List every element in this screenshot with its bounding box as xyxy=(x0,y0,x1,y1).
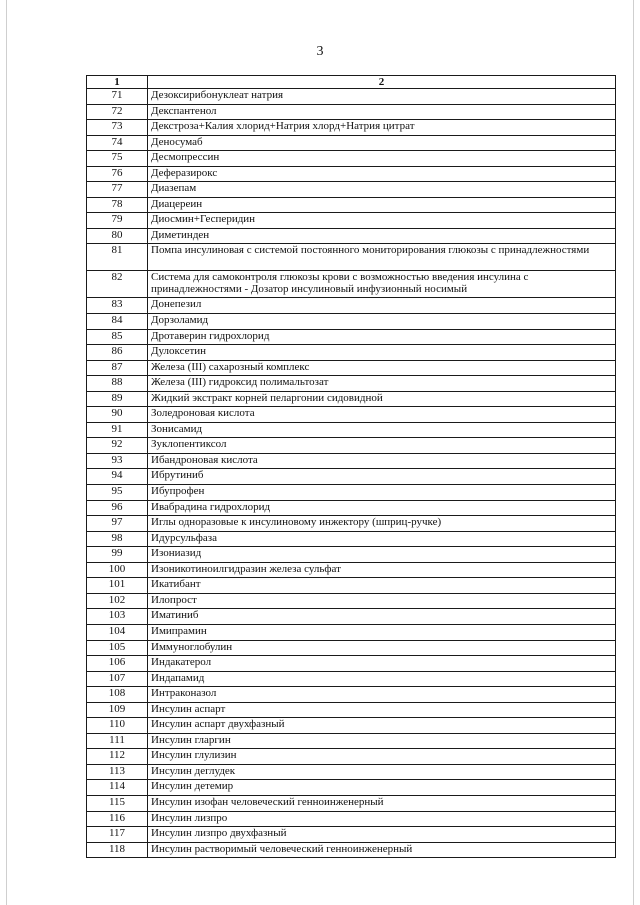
table-row xyxy=(87,166,616,182)
table-row xyxy=(87,531,616,547)
table-row xyxy=(87,718,616,734)
table-row xyxy=(87,749,616,765)
drug-name: Дезоксирибонуклеат натрия xyxy=(148,89,616,105)
drug-name: Инсулин детемир xyxy=(148,780,616,796)
table-row xyxy=(87,407,616,423)
row-number: 79 xyxy=(87,213,148,229)
row-number: 104 xyxy=(87,624,148,640)
row-number: 90 xyxy=(87,407,148,423)
table-row xyxy=(87,827,616,843)
drug-name: Десмопрессин xyxy=(148,151,616,167)
row-number: 118 xyxy=(87,842,148,858)
row-number: 99 xyxy=(87,547,148,563)
table-row xyxy=(87,329,616,345)
drug-name: Дротаверин гидрохлорид xyxy=(148,329,616,345)
row-number: 117 xyxy=(87,827,148,843)
drug-name: Имипрамин xyxy=(148,624,616,640)
drug-name: Диосмин+Гесперидин xyxy=(148,213,616,229)
table-row xyxy=(87,182,616,198)
table-row xyxy=(87,120,616,136)
drug-name: Система для самоконтроля глюкозы крови с возможностью введения инсулина с принадлежностями - Дозатор инсулиновый инфузионный носимый xyxy=(148,271,616,298)
table-row xyxy=(87,656,616,672)
row-number: 114 xyxy=(87,780,148,796)
page-edge-left xyxy=(6,0,7,905)
table-row xyxy=(87,422,616,438)
row-number: 111 xyxy=(87,733,148,749)
row-number: 74 xyxy=(87,135,148,151)
row-number: 81 xyxy=(87,244,148,271)
drug-name: Дорзоламид xyxy=(148,314,616,330)
drug-name: Зуклопентиксол xyxy=(148,438,616,454)
drug-name: Декспантенол xyxy=(148,104,616,120)
row-number: 108 xyxy=(87,687,148,703)
table-row xyxy=(87,764,616,780)
table-row xyxy=(87,228,616,244)
drug-name: Помпа инсулиновая с системой постоянного мониторирования глюкозы с принадлежностями xyxy=(148,244,616,271)
table-row xyxy=(87,213,616,229)
drug-name: Деносумаб xyxy=(148,135,616,151)
row-number: 102 xyxy=(87,593,148,609)
table-header-row xyxy=(87,76,616,89)
table-row xyxy=(87,151,616,167)
row-number: 92 xyxy=(87,438,148,454)
table-row xyxy=(87,345,616,361)
table-row xyxy=(87,562,616,578)
table-row xyxy=(87,733,616,749)
table-row xyxy=(87,453,616,469)
drug-name: Интраконазол xyxy=(148,687,616,703)
table-row xyxy=(87,842,616,858)
table-row xyxy=(87,640,616,656)
row-number: 96 xyxy=(87,500,148,516)
drug-name: Диацереин xyxy=(148,197,616,213)
column-header-number: 1 xyxy=(87,76,148,89)
row-number: 107 xyxy=(87,671,148,687)
row-number: 101 xyxy=(87,578,148,594)
drug-name: Инсулин деглудек xyxy=(148,764,616,780)
row-number: 112 xyxy=(87,749,148,765)
table-row xyxy=(87,360,616,376)
page-number: 3 xyxy=(316,44,324,59)
drug-name: Инсулин аспарт двухфазный xyxy=(148,718,616,734)
row-number: 89 xyxy=(87,391,148,407)
drug-name: Ибрутиниб xyxy=(148,469,616,485)
drug-name: Иматиниб xyxy=(148,609,616,625)
row-number: 85 xyxy=(87,329,148,345)
row-number: 78 xyxy=(87,197,148,213)
row-number: 94 xyxy=(87,469,148,485)
row-number: 82 xyxy=(87,271,148,298)
row-number: 80 xyxy=(87,228,148,244)
row-number: 97 xyxy=(87,516,148,532)
column-header-name: 2 xyxy=(148,76,616,89)
table-row xyxy=(87,780,616,796)
table-row xyxy=(87,104,616,120)
table-body xyxy=(87,89,616,858)
drug-name: Изониазид xyxy=(148,547,616,563)
table-row xyxy=(87,811,616,827)
row-number: 87 xyxy=(87,360,148,376)
row-number: 71 xyxy=(87,89,148,105)
row-number: 75 xyxy=(87,151,148,167)
drug-name: Зонисамид xyxy=(148,422,616,438)
table-row xyxy=(87,593,616,609)
table-row xyxy=(87,671,616,687)
row-number: 95 xyxy=(87,485,148,501)
row-number: 98 xyxy=(87,531,148,547)
drug-name: Донепезил xyxy=(148,298,616,314)
table-row xyxy=(87,89,616,105)
drug-name: Инсулин аспарт xyxy=(148,702,616,718)
table-row xyxy=(87,391,616,407)
table-row xyxy=(87,485,616,501)
drug-name: Иммуноглобулин xyxy=(148,640,616,656)
drug-name: Инсулин лизпро двухфазный xyxy=(148,827,616,843)
drug-name: Инсулин растворимый человеческий генноинженерный xyxy=(148,842,616,858)
table-row xyxy=(87,702,616,718)
table-row xyxy=(87,469,616,485)
drug-name: Дулоксетин xyxy=(148,345,616,361)
table-row xyxy=(87,314,616,330)
drug-name: Изоникотиноилгидразин железа сульфат xyxy=(148,562,616,578)
row-number: 116 xyxy=(87,811,148,827)
row-number: 115 xyxy=(87,795,148,811)
table-row xyxy=(87,135,616,151)
drug-name: Идурсульфаза xyxy=(148,531,616,547)
drug-name: Инсулин изофан человеческий генноинженерный xyxy=(148,795,616,811)
table-row xyxy=(87,244,616,271)
page-edge-right xyxy=(633,0,634,905)
drug-name: Икатибант xyxy=(148,578,616,594)
table-row xyxy=(87,609,616,625)
row-number: 103 xyxy=(87,609,148,625)
drug-name: Индакатерол xyxy=(148,656,616,672)
drug-name: Жидкий экстракт корней пеларгонии сидовидной xyxy=(148,391,616,407)
row-number: 105 xyxy=(87,640,148,656)
table-row xyxy=(87,578,616,594)
table-row xyxy=(87,271,616,298)
drug-name: Ивабрадина гидрохлорид xyxy=(148,500,616,516)
table-row xyxy=(87,547,616,563)
table-row xyxy=(87,438,616,454)
row-number: 84 xyxy=(87,314,148,330)
drug-name: Индапамид xyxy=(148,671,616,687)
row-number: 91 xyxy=(87,422,148,438)
table-row xyxy=(87,500,616,516)
drug-name: Диазепам xyxy=(148,182,616,198)
drug-name: Железа (III) сахарозный комплекс xyxy=(148,360,616,376)
row-number: 73 xyxy=(87,120,148,136)
drug-name: Декстроза+Калия хлорид+Натрия хлорд+Натрия цитрат xyxy=(148,120,616,136)
drug-name: Илопрост xyxy=(148,593,616,609)
table-row xyxy=(87,298,616,314)
row-number: 77 xyxy=(87,182,148,198)
drug-name: Деферазирокс xyxy=(148,166,616,182)
drug-name: Иглы одноразовые к инсулиновому инжектору (шприц-ручке) xyxy=(148,516,616,532)
table-row xyxy=(87,376,616,392)
row-number: 110 xyxy=(87,718,148,734)
drug-name: Ибандроновая кислота xyxy=(148,453,616,469)
drug-name: Инсулин глулизин xyxy=(148,749,616,765)
table-row xyxy=(87,795,616,811)
row-number: 83 xyxy=(87,298,148,314)
row-number: 86 xyxy=(87,345,148,361)
drug-name: Инсулин лизпро xyxy=(148,811,616,827)
drug-name: Диметинден xyxy=(148,228,616,244)
drug-name: Инсулин гларгин xyxy=(148,733,616,749)
row-number: 100 xyxy=(87,562,148,578)
row-number: 109 xyxy=(87,702,148,718)
row-number: 88 xyxy=(87,376,148,392)
table-row xyxy=(87,197,616,213)
drug-name: Железа (III) гидроксид полимальтозат xyxy=(148,376,616,392)
row-number: 76 xyxy=(87,166,148,182)
table-row xyxy=(87,687,616,703)
row-number: 113 xyxy=(87,764,148,780)
row-number: 93 xyxy=(87,453,148,469)
drug-name: Золедроновая кислота xyxy=(148,407,616,423)
row-number: 72 xyxy=(87,104,148,120)
table-row xyxy=(87,624,616,640)
table-row xyxy=(87,516,616,532)
row-number: 106 xyxy=(87,656,148,672)
drug-list-table xyxy=(86,75,616,858)
drug-name: Ибупрофен xyxy=(148,485,616,501)
